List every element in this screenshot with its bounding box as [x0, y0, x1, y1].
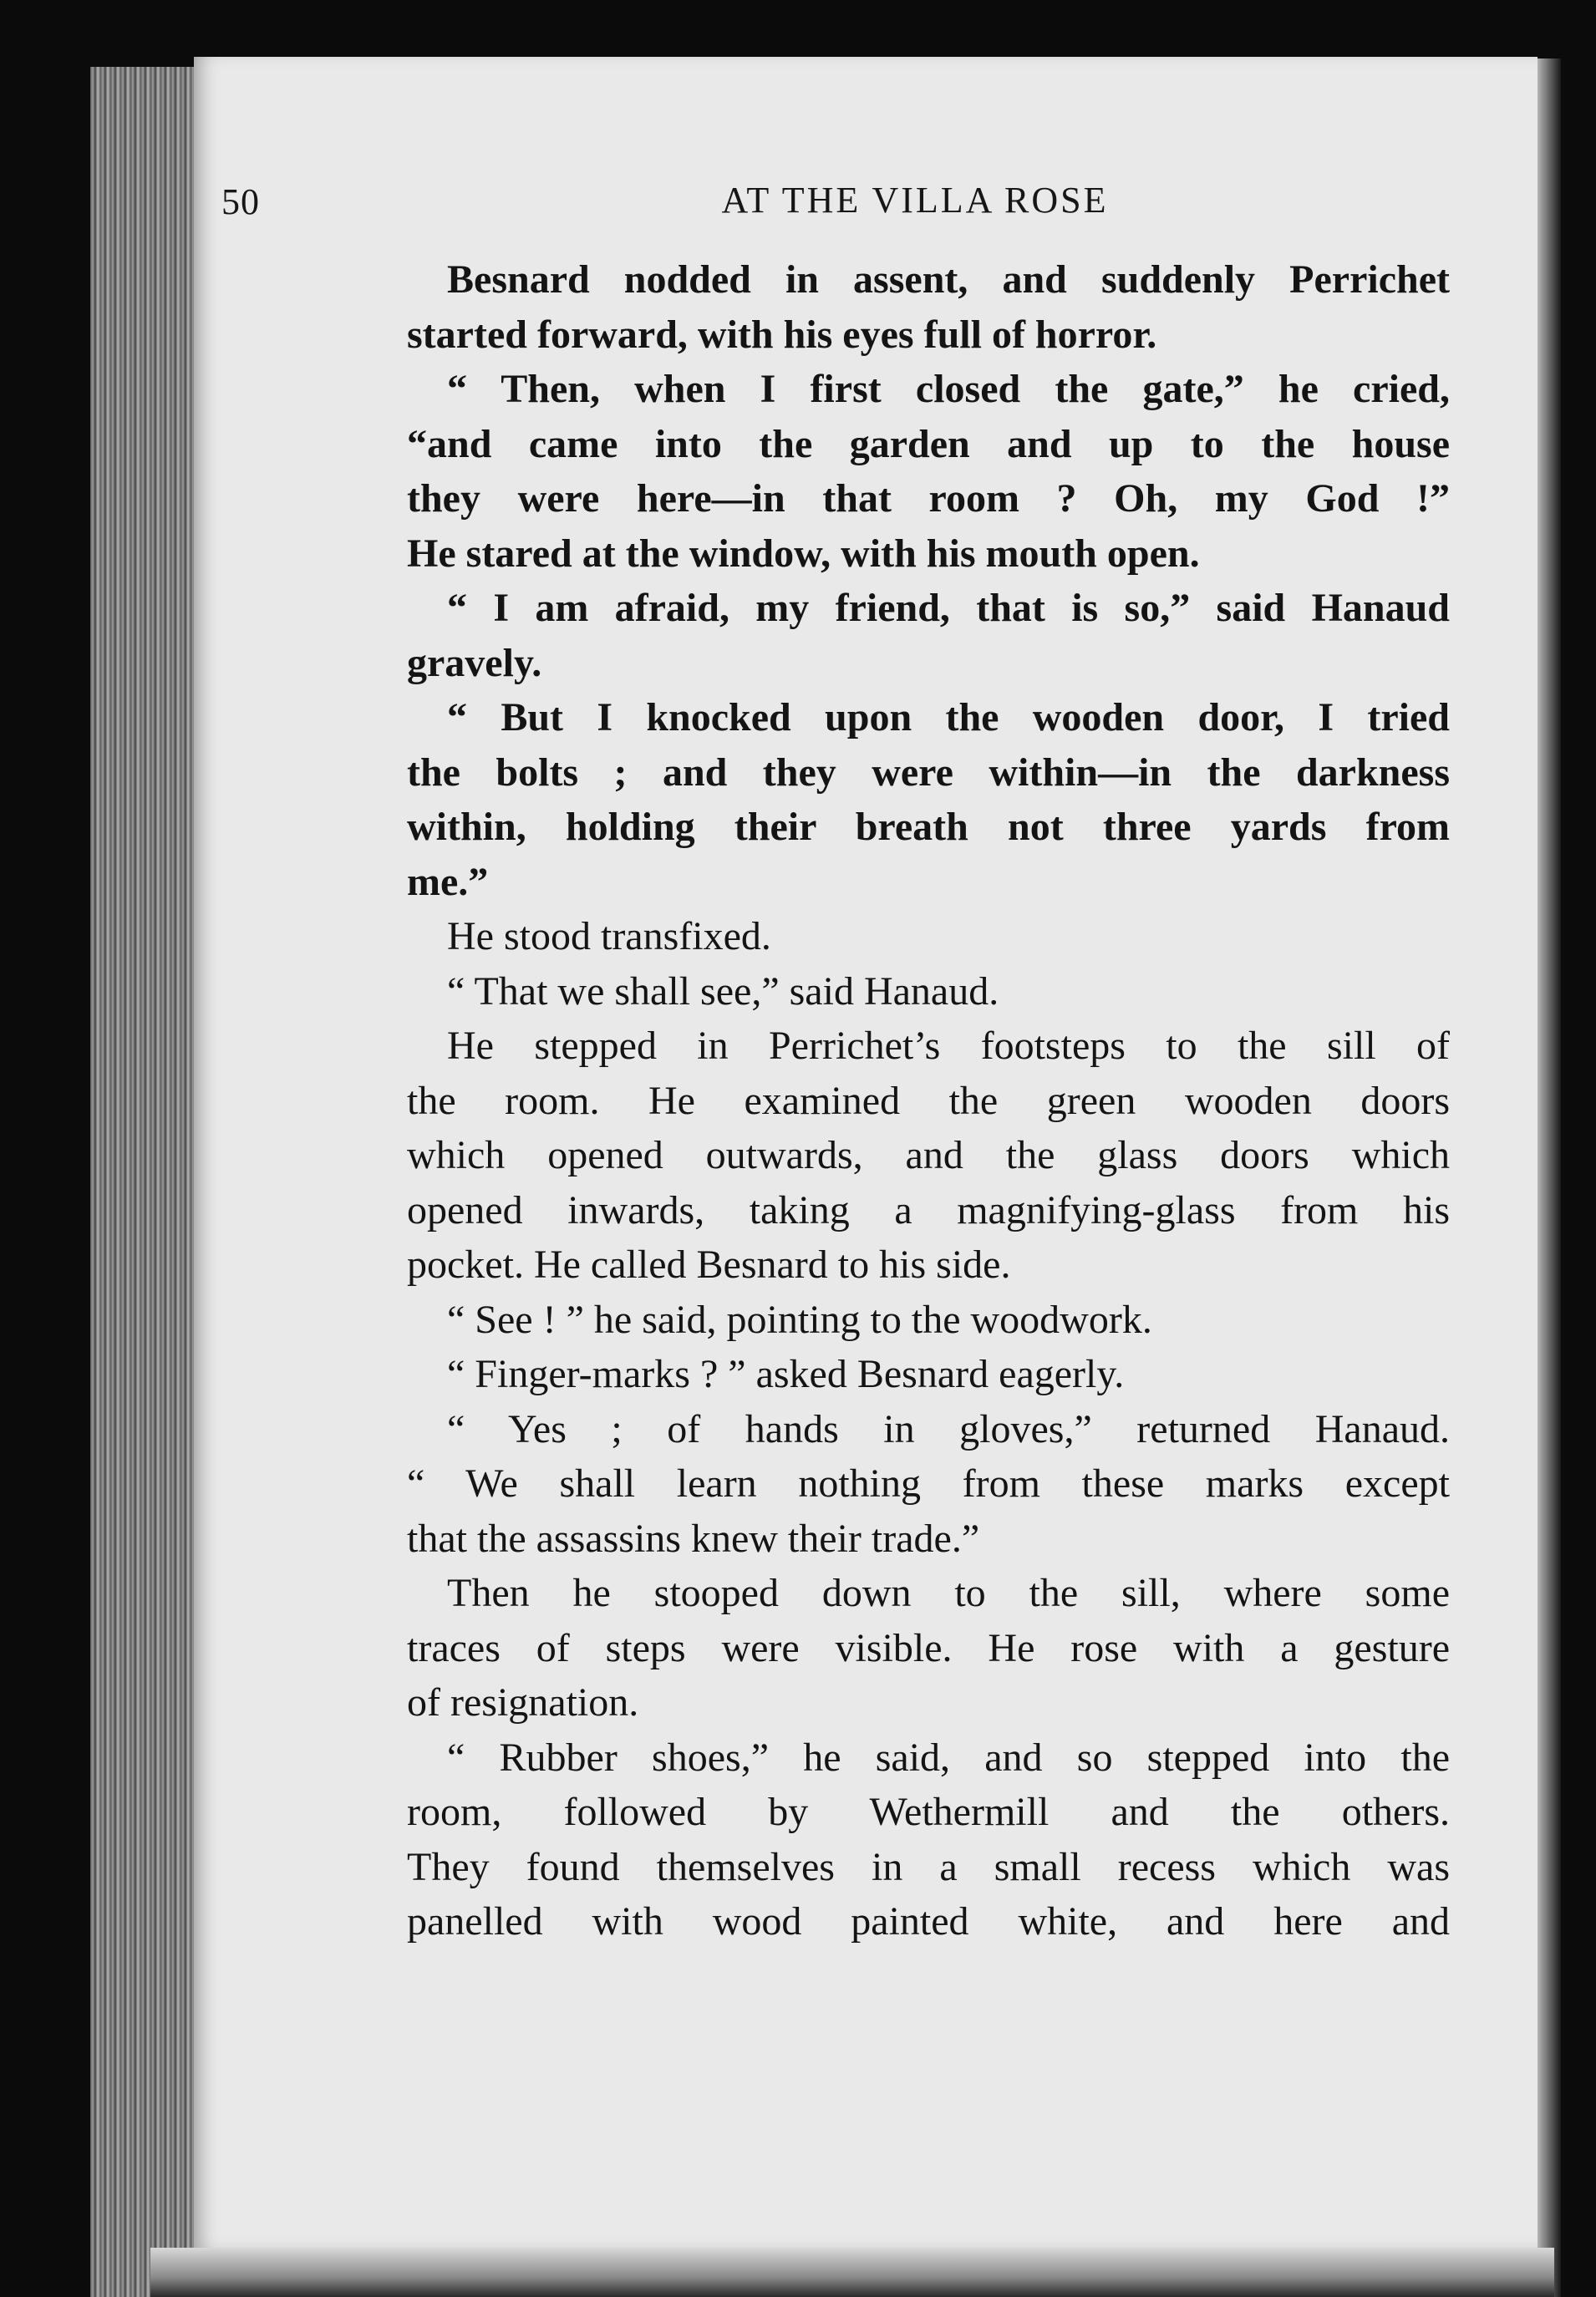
text-line: started forward, with his eyes full of horror.	[407, 312, 1157, 357]
text-line: Then he stooped down to the sill, where some	[447, 1571, 1450, 1615]
text-line: “ That we shall see,” said Hanaud.	[447, 968, 999, 1014]
book-page-edges-left	[90, 67, 195, 2297]
text-line: pocket. He called Besnard to his side.	[407, 1243, 1011, 1287]
text-line: He stood transfixed.	[447, 914, 771, 958]
page-number: 50	[221, 181, 260, 222]
text-line: “and came into the garden and up to the house	[407, 421, 1450, 466]
text-line: the bolts ; and they were within—in the darkness	[407, 750, 1450, 795]
text-line: which opened outwards, and the glass doors which	[407, 1133, 1450, 1177]
book-title: AT THE VILLA ROSE	[721, 180, 1109, 221]
text-line: gravely.	[407, 640, 542, 685]
text-line: “ But I knocked upon the wooden door, I tried	[447, 695, 1450, 739]
text-line: “ Yes ; of hands in gloves,” returned Hanaud.	[447, 1406, 1450, 1451]
book-page-edge-bottom	[150, 2248, 1554, 2297]
text-line: “ We shall learn nothing from these marks except	[407, 1461, 1450, 1506]
text-line: He stared at the window, with his mouth open.	[407, 531, 1200, 576]
text-line: He stepped in Perrichet’s footsteps to the sill of	[447, 1024, 1450, 1068]
text-line: of resignation.	[407, 1680, 639, 1725]
text-line: “ Then, when I first closed the gate,” he cried,	[447, 367, 1450, 411]
text-line: They found themselves in a small recess which was	[407, 1844, 1450, 1889]
body-text	[407, 252, 1450, 1949]
text-line: “ See ! ” he said, pointing to the woodwork.	[447, 1297, 1152, 1342]
book-page-edge-right	[1536, 58, 1561, 2297]
text-line: panelled with wood painted white, and here and	[407, 1899, 1450, 1944]
text-line: the room. He examined the green wooden doors	[407, 1078, 1450, 1123]
text-line: opened inwards, taking a magnifying-glass from his	[407, 1187, 1450, 1232]
text-line: that the assassins knew their trade.”	[407, 1516, 980, 1561]
text-line: traces of steps were visible. He rose with a gesture	[407, 1625, 1450, 1670]
text-line: room, followed by Wethermill and the others.	[407, 1790, 1450, 1834]
running-head	[221, 175, 1458, 234]
text-line: within, holding their breath not three yards from	[407, 805, 1450, 849]
text-line: me.”	[407, 859, 489, 904]
text-line: “ Finger-marks ? ” asked Besnard eagerly.	[447, 1352, 1125, 1396]
text-line: “ I am afraid, my friend, that is so,” said Hanaud	[447, 586, 1450, 630]
text-line: Besnard nodded in assent, and suddenly Perrichet	[447, 257, 1450, 302]
text-line: they were here—in that room ? Oh, my God !”	[407, 476, 1450, 521]
text-line: “ Rubber shoes,” he said, and so stepped into the	[447, 1735, 1450, 1780]
